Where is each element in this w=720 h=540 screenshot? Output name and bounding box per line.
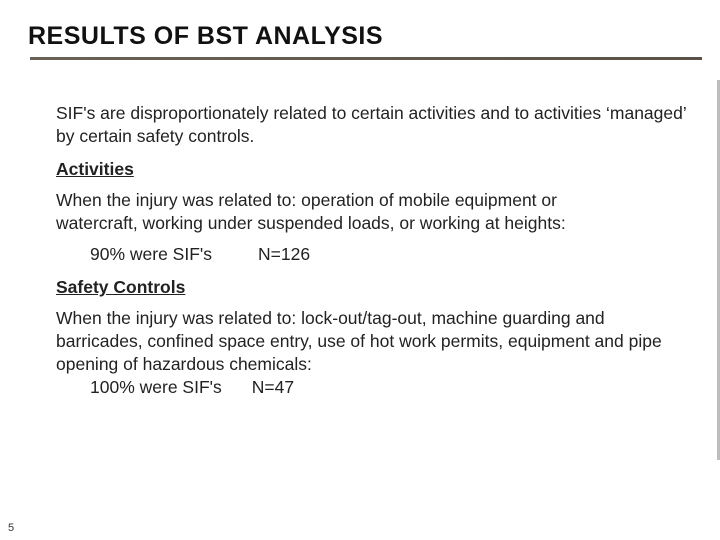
activities-heading: Activities [56,159,134,179]
activities-stat [56,243,696,266]
safety-controls-stat-percent: 100% were SIF's [90,377,222,397]
safety-controls-stat-n: N=47 [251,377,295,397]
title-underline [30,57,702,60]
activities-body: When the injury was related to: operation of mobile equipment or watercraft, working under suspended loads, or working at heights: [56,190,566,233]
safety-controls-heading: Safety Controls [56,277,186,297]
intro-text: SIF's are disproportionately related to certain activities and to activities ‘managed’ by certain safety controls. [56,103,687,146]
slide-title: RESULTS OF BST ANALYSIS [28,22,384,50]
slide-content [56,102,696,409]
activities-stat-n: N=126 [258,244,311,264]
activities-stat-percent: 90% were SIF's [90,244,212,264]
safety-controls-body: When the injury was related to: lock-out/tag-out, machine guarding and barricades, confined space entry, use of hot work permits, equipment and pipe opening of hazardous chemicals: [56,308,662,374]
safety-controls-stat [56,376,696,399]
page-number: 5 [8,522,15,534]
